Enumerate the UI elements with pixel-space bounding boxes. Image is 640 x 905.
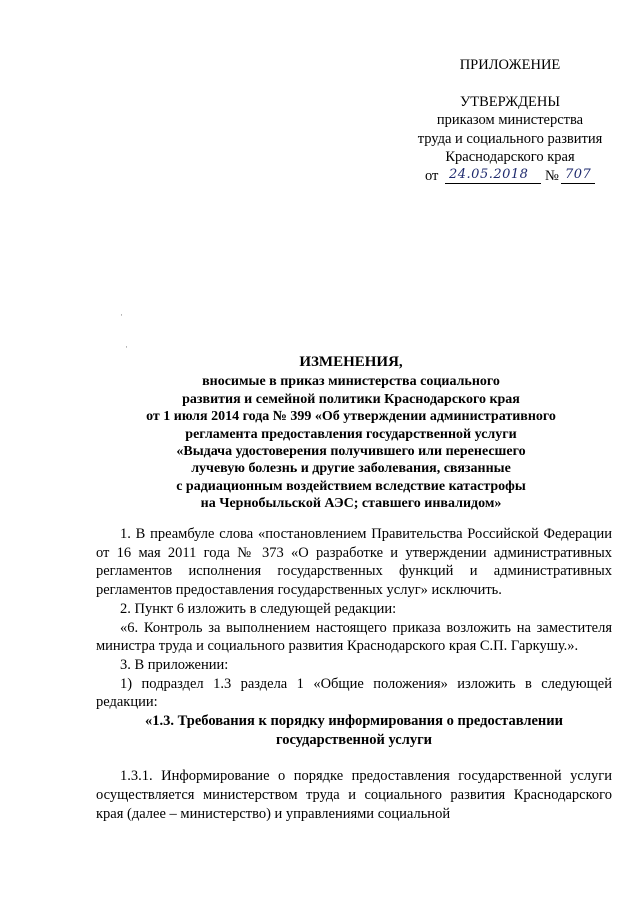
approval-line-2: труда и социального развития [417, 130, 603, 147]
from-label: от [425, 167, 439, 184]
heading-line: вносимые в приказ министерства социального [202, 374, 500, 390]
document-body [96, 525, 612, 824]
section-title: «1.3. Требования к порядку информирования о предоставлении государственной услуги [145, 713, 563, 748]
approval-line-3: Краснодарского края [445, 149, 575, 165]
heading-line: регламента предоставления государственной услуги [185, 426, 517, 442]
date-underline [445, 183, 541, 184]
changes-heading [96, 354, 606, 513]
scan-speck: · [125, 342, 128, 352]
approval-line-1: приказом министерства [436, 112, 584, 128]
paragraph-5: 1) подраздел 1.3 раздела 1 «Общие положения» изложить в следующей редакции: [96, 675, 612, 711]
heading-line: «Выдача удостоверения получившего или перенесшего [176, 444, 526, 460]
document-title: ИЗМЕНЕНИЯ, [299, 354, 403, 370]
scan-speck: · [120, 310, 123, 320]
heading-line: на Чернобыльской АЭС; ставшего инвалидом» [200, 496, 502, 512]
paragraph-3: «6. Контроль за выполнением настоящего приказа возложить на заместителя министра труда и социального развития Краснодарского края С.П. Гаркушу.». [96, 619, 612, 655]
number-underline [561, 183, 595, 184]
approval-stamp-block [395, 56, 625, 187]
handwritten-date: 24.05.2018 [449, 166, 529, 182]
appendix-label: ПРИЛОЖЕНИЕ [459, 57, 561, 73]
heading-line: с радиационным воздействием вследствие катастрофы [176, 478, 526, 494]
paragraph-1: 1. В преамбуле слова «постановлением Правительства Российской Федерации от 16 мая 2011 года № 373 «О разработке и утверждении административных регламентов исполнения государственных функций и административных регламентов предоставления государственных услуг» исключить. [96, 526, 612, 599]
paragraph-6: 1.3.1. Информирование о порядке предоставления государственной услуги осуществляется министерством труда и социального развития Краснодарского края (далее – министерство) и управлениями социальной [96, 768, 612, 822]
date-number-line [395, 167, 625, 187]
handwritten-number: 707 [565, 166, 592, 182]
paragraph-4: 3. В приложении: [120, 656, 229, 673]
paragraph-2: 2. Пункт 6 изложить в следующей редакции: [120, 600, 397, 617]
approved-label: УТВЕРЖДЕНЫ [459, 93, 561, 110]
number-label: № [545, 167, 559, 184]
heading-line: от 1 июля 2014 года № 399 «Об утверждении административного [146, 409, 556, 425]
heading-line: развития и семейной политики Краснодарского края [182, 391, 520, 407]
heading-line: лучевую болезнь и другие заболевания, связанные [191, 461, 511, 477]
